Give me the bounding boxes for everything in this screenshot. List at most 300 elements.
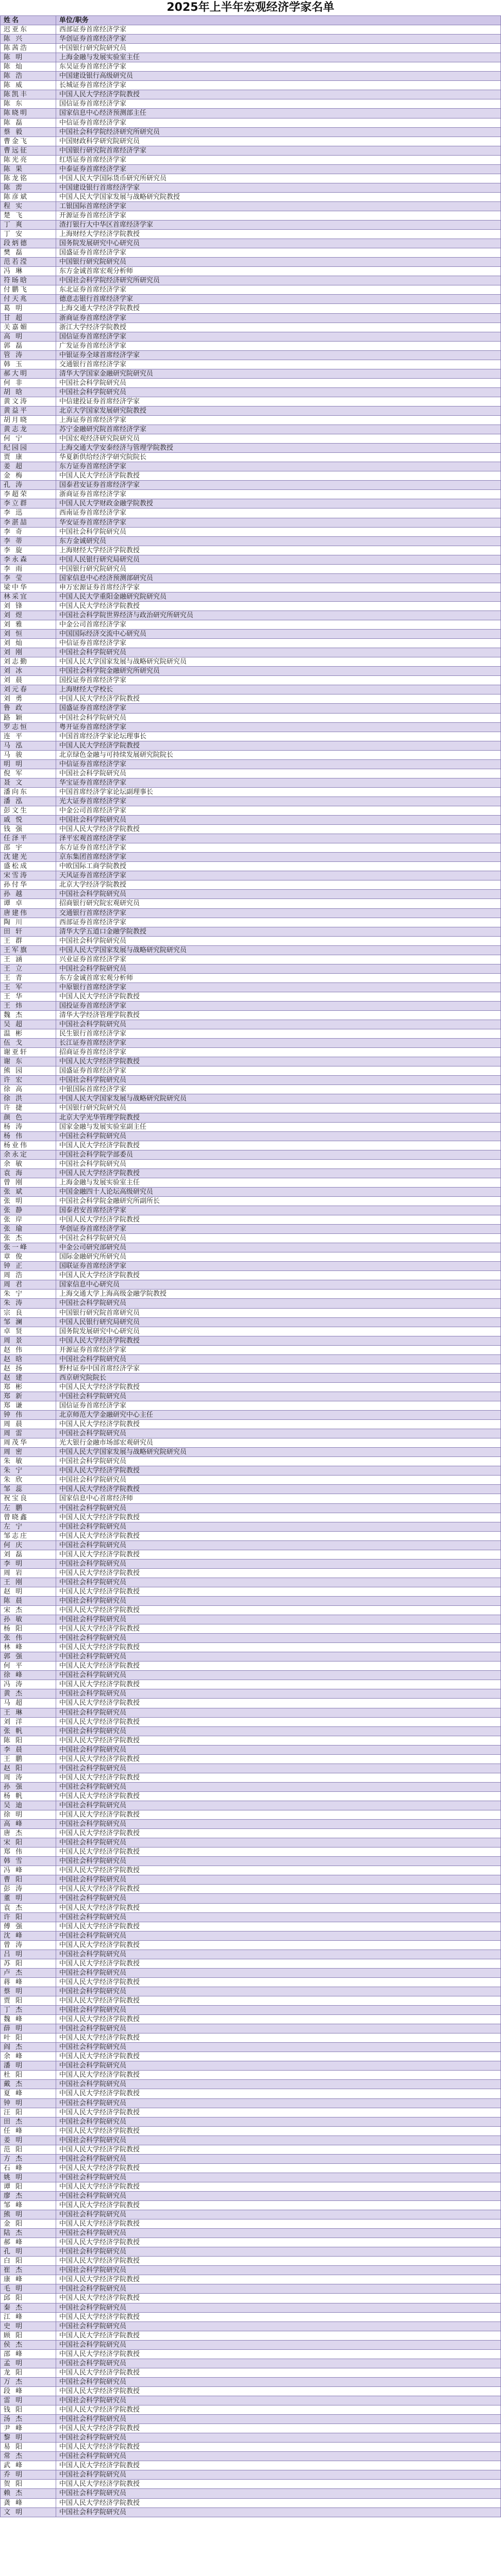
table-row	[1, 2433, 500, 2443]
expert-name: 朱 宁	[1, 1290, 56, 1298]
table-row	[1, 1857, 500, 1866]
table-row	[1, 1085, 500, 1094]
expert-affiliation: 国泰君安首席经济学家	[59, 1207, 127, 1214]
expert-name: 邱 阳	[1, 2294, 56, 2302]
expert-name: 徐 明	[1, 1810, 56, 1819]
expert-name: 方 杰	[1, 2155, 56, 2163]
expert-affiliation: 上海交通大学经济学院教授	[59, 304, 140, 313]
table-row	[1, 2461, 500, 2470]
expert-affiliation: 中国银行研究院首席研究员	[59, 1309, 140, 1317]
expert-affiliation: 中国社会科学院研究员	[59, 1931, 127, 1940]
expert-affiliation: 中国人民大学经济学院教授	[59, 2387, 140, 2395]
expert-name: 管 涛	[1, 351, 56, 360]
expert-affiliation: 上海交通大学安泰经济与管理学院教授	[59, 444, 174, 452]
expert-name: 曾 刚	[1, 1178, 56, 1187]
expert-name: 常 杰	[1, 2452, 56, 2461]
expert-name: 钟 伟	[1, 1411, 56, 1419]
expert-affiliation: 华创证券首席经济学家	[59, 35, 127, 43]
table-row	[1, 72, 500, 81]
table-row	[1, 1504, 500, 1513]
expert-affiliation: 中国社会科学院研究员	[59, 1076, 127, 1084]
expert-name: 郑 谦	[1, 1401, 56, 1410]
table-row	[1, 2387, 500, 2396]
expert-name: 丁 杰	[1, 2006, 56, 2014]
table-row	[1, 314, 500, 323]
table-row	[1, 1141, 500, 1150]
table-row	[1, 1336, 500, 1346]
expert-affiliation: 中国社会科学院研究员	[59, 2080, 127, 2089]
expert-affiliation: 中国建设银行高级研究员	[59, 72, 133, 80]
table-row	[1, 137, 500, 146]
table-row	[1, 1848, 500, 1857]
expert-affiliation: 中金公司首席经济学家	[59, 621, 127, 629]
table-row	[1, 397, 500, 406]
expert-name: 孟 明	[1, 2359, 56, 2368]
expert-name: 颜 色	[1, 1113, 56, 1122]
table-row	[1, 2229, 500, 2238]
expert-affiliation: 中国社会科学院研究员	[59, 1745, 127, 1754]
table-row	[1, 1978, 500, 1987]
expert-affiliation: 中国社会科学院研究员	[59, 2378, 127, 2386]
expert-name: 赖 杰	[1, 2489, 56, 2498]
expert-affiliation: 中国社会科学院研究员	[59, 1634, 127, 1642]
expert-affiliation: 中国人民大学经济学院教授	[59, 1662, 140, 1670]
expert-name: 宗 良	[1, 1309, 56, 1317]
table-row	[1, 1029, 500, 1039]
table-row	[1, 2043, 500, 2052]
expert-affiliation: 中国社会科学院研究员	[59, 1132, 127, 1140]
expert-affiliation: 长城证券首席经济学家	[59, 81, 127, 90]
expert-affiliation: 中国人民大学经济学院教授	[59, 1643, 140, 1652]
table-row	[1, 342, 500, 351]
expert-name: 陈 东	[1, 99, 56, 108]
expert-affiliation: 中国社会科学院研究员	[59, 2211, 127, 2219]
expert-affiliation: 中国社会科学院研究员	[59, 2397, 127, 2404]
expert-affiliation: 中国社会科学院研究员	[59, 1597, 127, 1605]
expert-name: 刘 煜	[1, 611, 56, 620]
expert-affiliation: 中国首席经济学家论坛理事长	[59, 732, 147, 740]
expert-name: 李 迅	[1, 509, 56, 517]
expert-affiliation: 中国社会科学院研究员	[59, 2248, 127, 2256]
expert-affiliation: 开源证券首席经济学家	[59, 1346, 127, 1354]
expert-affiliation: 招商银行研究院宏观研究员	[59, 900, 140, 908]
expert-affiliation: 中国人民大学经济学院教授	[59, 825, 140, 834]
table-row	[1, 1615, 500, 1624]
expert-name: 孔 涛	[1, 481, 56, 489]
table-row	[1, 174, 500, 183]
table-row	[1, 1411, 500, 1420]
expert-affiliation: 工银国际首席经济学家	[59, 202, 127, 210]
table-row	[1, 369, 500, 379]
expert-name: 关嘉媚	[1, 323, 56, 332]
table-row	[1, 2080, 500, 2089]
expert-name: 丁 爽	[1, 221, 56, 229]
expert-name: 彭文生	[1, 806, 56, 815]
expert-affiliation: 上海证券首席经济学家	[59, 416, 127, 425]
expert-affiliation: 中国社会科学院研究员	[59, 2043, 127, 2052]
table-row	[1, 602, 500, 611]
expert-name: 明 明	[1, 760, 56, 769]
expert-affiliation: 北京大学光华管理学院教授	[59, 1113, 140, 1122]
expert-affiliation: 国务院发展研究中心研究员	[59, 240, 140, 248]
expert-name: 段炳德	[1, 239, 56, 248]
table-row	[1, 2480, 500, 2489]
table-row	[1, 1597, 500, 1606]
expert-name: 孙 越	[1, 890, 56, 899]
table-row	[1, 927, 500, 937]
expert-affiliation: 中国社会科学院研究员	[59, 1522, 127, 1531]
table-row	[1, 2415, 500, 2424]
expert-name: 刘 洋	[1, 1718, 56, 1726]
expert-affiliation: 中国社会科学院研究员	[59, 388, 127, 396]
expert-affiliation: 国盛证券首席经济学家	[59, 249, 127, 257]
expert-affiliation: 中国社会科学院金融研究所副所长	[59, 1197, 160, 1205]
table-row	[1, 657, 500, 667]
table-row	[1, 2015, 500, 2024]
table-row	[1, 834, 500, 843]
expert-affiliation: 中国社会科学院研究员	[59, 816, 127, 824]
table-row	[1, 211, 500, 221]
table-row	[1, 25, 500, 35]
expert-affiliation: 泽平宏观首席经济学家	[59, 835, 127, 843]
table-row	[1, 35, 500, 44]
expert-name: 郝大明	[1, 369, 56, 378]
expert-affiliation: 中国银行研究院研究员	[59, 565, 127, 573]
expert-name: 赵 扬	[1, 1364, 56, 1373]
expert-affiliation: 中国社会科学院研究员	[59, 2136, 127, 2144]
expert-name: 雷 明	[1, 2396, 56, 2405]
expert-name: 郝 峰	[1, 2238, 56, 2247]
expert-affiliation: 中国人民大学经济学院教授	[59, 1569, 140, 1577]
expert-affiliation: 中国社会科学院研究员	[59, 2062, 127, 2070]
expert-name: 陈 阳	[1, 1736, 56, 1745]
expert-affiliation: 中国社会科学院研究员	[59, 1802, 127, 1809]
expert-affiliation: 中国人民大学经济学院教授	[59, 1811, 140, 1819]
expert-name: 张 明	[1, 1197, 56, 1206]
table-row	[1, 1020, 500, 1029]
expert-name: 苏 阳	[1, 1959, 56, 1968]
expert-name: 倪 军	[1, 769, 56, 778]
expert-affiliation: 中国人民大学经济学院教授	[59, 91, 140, 99]
expert-affiliation: 中国社会科学院研究员	[59, 2266, 127, 2275]
expert-affiliation: 中国社会科学院研究员	[59, 1430, 127, 1438]
expert-name: 宋 阳	[1, 1838, 56, 1847]
expert-name: 金 梅	[1, 471, 56, 480]
expert-affiliation: 中国人民大学经济学院教授	[59, 2053, 140, 2061]
expert-name: 孔 明	[1, 2247, 56, 2256]
expert-name: 许 捷	[1, 1104, 56, 1112]
table-row	[1, 1950, 500, 1959]
expert-affiliation: 中国社会科学院研究员	[59, 1458, 127, 1466]
expert-name: 马 超	[1, 1699, 56, 1707]
expert-name: 熊 园	[1, 1066, 56, 1075]
expert-name: 王 青	[1, 974, 56, 982]
expert-affiliation: 中国人民大学经济学院教授	[59, 1058, 140, 1066]
expert-affiliation: 长江证券首席经济学家	[59, 1039, 127, 1047]
expert-affiliation: 中国人民大学经济学院教授	[59, 1922, 140, 1930]
expert-name: 丁 安	[1, 230, 56, 239]
expert-name: 张 斌	[1, 1188, 56, 1196]
expert-affiliation: 中国社会科学院研究员	[59, 1876, 127, 1884]
table-row	[1, 1783, 500, 1792]
table-row	[1, 53, 500, 62]
expert-affiliation: 东方金诚研究员	[59, 537, 107, 545]
expert-affiliation: 中国人民大学经济学院教授	[59, 2368, 140, 2377]
expert-name: 周 浩	[1, 1271, 56, 1280]
expert-name: 李 莹	[1, 574, 56, 583]
expert-affiliation: 西南证券首席经济学家	[59, 509, 127, 517]
table-row	[1, 295, 500, 304]
expert-name: 王 群	[1, 937, 56, 945]
expert-name: 王 鹏	[1, 1755, 56, 1764]
header-name: 姓名	[1, 16, 56, 25]
table-row	[1, 1448, 500, 1457]
table-row	[1, 694, 500, 704]
table-row	[1, 285, 500, 295]
expert-affiliation: 国泰君安证券首席经济学家	[59, 481, 140, 489]
expert-affiliation: 中国社会科学院学部委员	[59, 1150, 133, 1159]
table-row	[1, 639, 500, 648]
table-row	[1, 1327, 500, 1336]
expert-name: 王 刚	[1, 1578, 56, 1587]
table-row	[1, 964, 500, 974]
expert-affiliation: 中国人民大学经济学院教授	[59, 1606, 140, 1615]
expert-affiliation: 中国人民大学经济学院教授	[59, 2127, 140, 2135]
expert-name: 唐 杰	[1, 1829, 56, 1838]
table-row	[1, 546, 500, 555]
table-row	[1, 937, 500, 946]
table-row	[1, 351, 500, 360]
expert-name: 陈 晨	[1, 1597, 56, 1605]
table-row	[1, 2443, 500, 2452]
expert-affiliation: 国家信息中心经济预测部主任	[59, 109, 147, 117]
expert-name: 罗志恒	[1, 723, 56, 732]
expert-name: 王 琳	[1, 1708, 56, 1717]
expert-affiliation: 中国社会科学院研究员	[59, 1671, 127, 1680]
table-row	[1, 1736, 500, 1745]
table-row	[1, 1104, 500, 1113]
expert-name: 任泽平	[1, 834, 56, 843]
expert-affiliation: 上海财经大学校长	[59, 686, 113, 694]
expert-name: 何 宁	[1, 434, 56, 443]
expert-affiliation: 中国社会科学院研究员	[59, 1969, 127, 1977]
expert-name: 刘 恒	[1, 630, 56, 638]
expert-name: 袁 杰	[1, 1904, 56, 1912]
expert-name: 李超荣	[1, 490, 56, 499]
expert-name: 郑 彬	[1, 1383, 56, 1392]
table-row	[1, 1178, 500, 1188]
table-row	[1, 992, 500, 1002]
expert-affiliation: 中国人民大学经济学院教授	[59, 1699, 140, 1707]
table-row	[1, 1996, 500, 2006]
expert-name: 孙付华	[1, 880, 56, 889]
expert-affiliation: 中国人民银行研究局研究员	[59, 1318, 140, 1326]
expert-name: 冯 涛	[1, 1680, 56, 1689]
expert-affiliation: 中国社会科学院研究员	[59, 769, 127, 777]
expert-name: 王 炜	[1, 1002, 56, 1010]
expert-affiliation: 中国人民大学经济学院教授	[59, 2313, 140, 2321]
expert-name: 张 伟	[1, 1634, 56, 1642]
expert-name: 徐 高	[1, 1085, 56, 1094]
table-row	[1, 2145, 500, 2155]
table-row	[1, 2052, 500, 2061]
expert-name: 刘 勇	[1, 694, 56, 703]
table-row	[1, 806, 500, 816]
table-row	[1, 1290, 500, 1299]
expert-affiliation: 国家金融与发展实验室副主任	[59, 1123, 147, 1131]
table-row	[1, 946, 500, 955]
table-row	[1, 2303, 500, 2313]
expert-name: 宋 杰	[1, 1606, 56, 1615]
expert-name: 侯 杰	[1, 2341, 56, 2349]
table-row	[1, 880, 500, 890]
table-row	[1, 555, 500, 565]
expert-affiliation: 东北证券首席经济学家	[59, 286, 127, 294]
table-row	[1, 518, 500, 528]
expert-affiliation: 中国社会科学院研究员	[59, 1541, 127, 1549]
expert-affiliation: 中国社会科学院研究员	[59, 2508, 127, 2516]
expert-affiliation: 中国社会科学院研究员	[59, 1392, 127, 1400]
expert-name: 白 阳	[1, 2257, 56, 2265]
expert-table	[0, 16, 501, 2517]
expert-affiliation: 中国银行研究院研究员	[59, 44, 127, 53]
expert-affiliation: 中国人民大学经济学院教授	[59, 2220, 140, 2228]
expert-affiliation: 中国人民大学经济学院教授	[59, 472, 140, 480]
table-row	[1, 1745, 500, 1755]
table-row	[1, 509, 500, 518]
expert-affiliation: 国投证券首席经济学家	[59, 1002, 127, 1010]
table-row	[1, 1215, 500, 1225]
expert-affiliation: 清华大学五道口金融学院教授	[59, 927, 147, 936]
expert-name: 李湛喆	[1, 518, 56, 527]
table-row	[1, 1541, 500, 1550]
expert-affiliation: 中国人民大学经济学院教授	[59, 1169, 140, 1177]
table-row	[1, 974, 500, 983]
table-row	[1, 434, 500, 444]
expert-affiliation: 中国人民大学经济学院教授	[59, 1941, 140, 1949]
expert-affiliation: 中信证券首席经济学家	[59, 639, 127, 648]
expert-name: 王军旗	[1, 946, 56, 955]
expert-affiliation: 中国社会科学院研究员	[59, 1476, 127, 1484]
expert-affiliation: 浙商证券首席经济学家	[59, 314, 127, 322]
expert-affiliation: 浙江大学经济学院教授	[59, 323, 127, 331]
expert-name: 赵 建	[1, 1374, 56, 1382]
expert-affiliation: 国务院发展研究中心研究员	[59, 1327, 140, 1335]
expert-affiliation: 渣打银行大中华区首席经济学家	[59, 221, 154, 229]
expert-name: 孙 强	[1, 1783, 56, 1791]
expert-affiliation: 中国人民大学经济学院教授	[59, 1867, 140, 1875]
expert-name: 许 阳	[1, 1913, 56, 1922]
table-row	[1, 1123, 500, 1132]
expert-affiliation: 中国人民大学经济学院教授	[59, 1681, 140, 1689]
expert-name: 陈茜浩	[1, 44, 56, 53]
expert-name: 李永森	[1, 555, 56, 564]
expert-name: 冯 琳	[1, 267, 56, 276]
table-row	[1, 1206, 500, 1215]
table-row	[1, 1150, 500, 1160]
table-row	[1, 1252, 500, 1262]
expert-affiliation: 中信证券首席经济学家	[59, 760, 127, 768]
table-row	[1, 1941, 500, 1950]
expert-name: 万 杰	[1, 2378, 56, 2386]
expert-affiliation: 中国人民大学经济学院教授	[59, 2090, 140, 2098]
table-row	[1, 1188, 500, 1197]
expert-name: 沈 峰	[1, 1931, 56, 1940]
table-row	[1, 1309, 500, 1318]
expert-affiliation: 中国银行研究院首席经济学家	[59, 146, 147, 155]
expert-affiliation: 中国人民大学经济学院教授	[59, 2350, 140, 2358]
table-row	[1, 1820, 500, 1829]
expert-affiliation: 中国社会科学院研究员	[59, 2434, 127, 2442]
expert-name: 楚 飞	[1, 211, 56, 220]
expert-affiliation: 上海财经大学经济学院教授	[59, 230, 140, 239]
expert-affiliation: 中国社会科学院研究员	[59, 1560, 127, 1568]
expert-affiliation: 中国社会科学院研究员	[59, 937, 127, 945]
table-row	[1, 2341, 500, 2350]
expert-name: 郭 磊	[1, 342, 56, 350]
table-row	[1, 1113, 500, 1123]
document-title: 2025年上半年宏观经济学家名单	[0, 0, 501, 16]
table-row	[1, 1346, 500, 1355]
table-row	[1, 1931, 500, 1941]
expert-affiliation: 国信证券首席经济学家	[59, 1401, 127, 1410]
table-row	[1, 416, 500, 425]
expert-name: 陆 杰	[1, 2229, 56, 2238]
table-header-row	[1, 16, 500, 25]
expert-affiliation: 中国银行研究院研究员	[59, 1104, 127, 1112]
table-row	[1, 118, 500, 128]
expert-name: 陈 磊	[1, 118, 56, 127]
expert-name: 刘 锋	[1, 602, 56, 611]
expert-name: 李 旋	[1, 546, 56, 555]
table-row	[1, 676, 500, 685]
expert-name: 崔 杰	[1, 2266, 56, 2275]
expert-name: 熊 明	[1, 2210, 56, 2219]
expert-affiliation: 西部证券首席经济学家	[59, 26, 127, 34]
table-row	[1, 537, 500, 546]
expert-affiliation: 中国人民大学经济学院教授	[59, 2406, 140, 2414]
expert-affiliation: 中国人民大学经济学院教授	[59, 1383, 140, 1391]
table-row	[1, 890, 500, 899]
table-row	[1, 528, 500, 537]
expert-affiliation: 中国社会科学院研究员	[59, 1616, 127, 1624]
expert-name: 周 岩	[1, 1569, 56, 1578]
expert-name: 蒋 峰	[1, 1978, 56, 1987]
expert-name: 秦 杰	[1, 2303, 56, 2312]
table-row	[1, 2173, 500, 2182]
expert-name: 廖 杰	[1, 2192, 56, 2200]
expert-affiliation: 中国社会科学院研究员	[59, 1708, 127, 1717]
expert-affiliation: 中国人民大学经济学院教授	[59, 1485, 140, 1494]
table-row	[1, 1002, 500, 1011]
table-row	[1, 1680, 500, 1689]
expert-name: 易 阳	[1, 2443, 56, 2451]
table-row	[1, 1569, 500, 1578]
expert-name: 郑 新	[1, 1392, 56, 1401]
expert-name: 陈 灿	[1, 62, 56, 71]
table-row	[1, 2210, 500, 2219]
expert-affiliation: 中国人民大学国家发展与战略研究院研究员	[59, 946, 187, 954]
expert-name: 李 蒂	[1, 537, 56, 546]
table-row	[1, 1875, 500, 1885]
expert-affiliation: 广发证券首席经济学家	[59, 342, 127, 350]
expert-affiliation: 中国社会科学院研究员	[59, 1839, 127, 1847]
expert-affiliation: 天风证券首席经济学家	[59, 872, 127, 880]
table-row	[1, 1234, 500, 1243]
table-row	[1, 1922, 500, 1931]
expert-name: 韩 玉	[1, 360, 56, 369]
expert-affiliation: 中国社会科学院研究员	[59, 1764, 127, 1772]
